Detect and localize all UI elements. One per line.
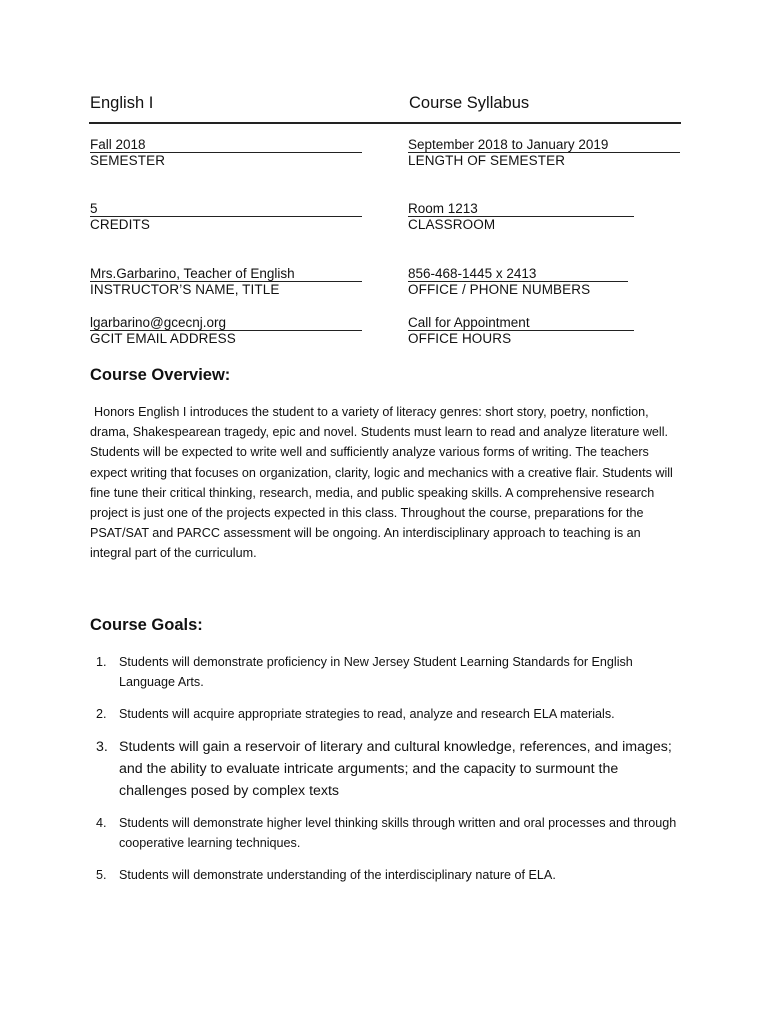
goal-number: 1. bbox=[96, 655, 107, 669]
document-title: Course Syllabus bbox=[409, 94, 530, 112]
goal-text: Students will demonstrate proficiency in New Jersey Student Learning Standards for English Language Arts. bbox=[119, 655, 633, 689]
goal-number: 4. bbox=[96, 816, 107, 830]
goal-item bbox=[90, 865, 680, 885]
goal-item bbox=[90, 813, 680, 853]
office-hours-label: OFFICE HOURS bbox=[408, 331, 512, 346]
semester-length-field bbox=[408, 137, 680, 169]
semester-label: SEMESTER bbox=[90, 153, 166, 168]
goal-number: 2. bbox=[96, 707, 107, 721]
goal-text: Students will acquire appropriate strategies to read, analyze and research ELA materials. bbox=[119, 707, 615, 721]
semester-field bbox=[90, 137, 362, 169]
classroom-label: CLASSROOM bbox=[408, 217, 496, 232]
goal-item bbox=[90, 736, 680, 802]
office-hours-field bbox=[408, 315, 634, 347]
goal-text: Students will gain a reservoir of literary and cultural knowledge, references, and images; and the ability to evaluate intricate arguments; and the capacity to surmount the challenges posed by complex texts bbox=[119, 739, 672, 799]
office-hours-value: Call for Appointment bbox=[408, 315, 634, 331]
course-goals-heading: Course Goals: bbox=[90, 616, 203, 634]
email-value: lgarbarino@gcecnj.org bbox=[90, 315, 362, 331]
course-goals-list bbox=[90, 652, 680, 897]
email-field bbox=[90, 315, 362, 347]
phone-value: 856-468-1445 x 2413 bbox=[408, 266, 628, 282]
credits-field bbox=[90, 201, 362, 233]
goal-number: 5. bbox=[96, 868, 107, 882]
classroom-value: Room 1213 bbox=[408, 201, 634, 217]
goal-text: Students will demonstrate understanding of the interdisciplinary nature of ELA. bbox=[119, 868, 556, 882]
phone-label: OFFICE / PHONE NUMBERS bbox=[408, 282, 591, 297]
instructor-value: Mrs.Garbarino, Teacher of English bbox=[90, 266, 362, 282]
semester-length-label: LENGTH OF SEMESTER bbox=[408, 153, 566, 168]
semester-value: Fall 2018 bbox=[90, 137, 362, 153]
semester-length-value: September 2018 to January 2019 bbox=[408, 137, 680, 153]
goal-number: 3. bbox=[96, 739, 108, 755]
course-overview-heading: Course Overview: bbox=[90, 366, 231, 384]
credits-label: CREDITS bbox=[90, 217, 150, 232]
course-overview-text: Honors English I introduces the student to a variety of literacy genres: short story, poetry, nonfiction, drama, Shakespearean tragedy, epic and novel. Students must learn to read and analyze literature well. Students will be expected to write well and sufficiently analyze various forms of writing. The teachers expect writing that focuses on organization, clarity, logic and mechanics with a creative flair. Students will fine tune their critical thinking, research, media, and public speaking skills. A comprehensive research project is just one of the projects expected in this class. Throughout the course, preparations for the PSAT/SAT and PARCC assessment will be ongoing. An interdisciplinary approach to teaching is an integral part of the curriculum. bbox=[90, 405, 673, 561]
credits-value: 5 bbox=[90, 201, 362, 217]
goal-text: Students will demonstrate higher level thinking skills through written and oral processes and through cooperative learning techniques. bbox=[119, 816, 677, 850]
course-title: English I bbox=[90, 94, 154, 112]
phone-field bbox=[408, 266, 628, 298]
instructor-label: INSTRUCTOR’S NAME, TITLE bbox=[90, 282, 280, 297]
instructor-field bbox=[90, 266, 362, 298]
document-header bbox=[89, 94, 681, 124]
goal-item bbox=[90, 652, 680, 692]
classroom-field bbox=[408, 201, 634, 233]
goal-item bbox=[90, 704, 680, 724]
email-label: GCIT EMAIL ADDRESS bbox=[90, 331, 236, 346]
